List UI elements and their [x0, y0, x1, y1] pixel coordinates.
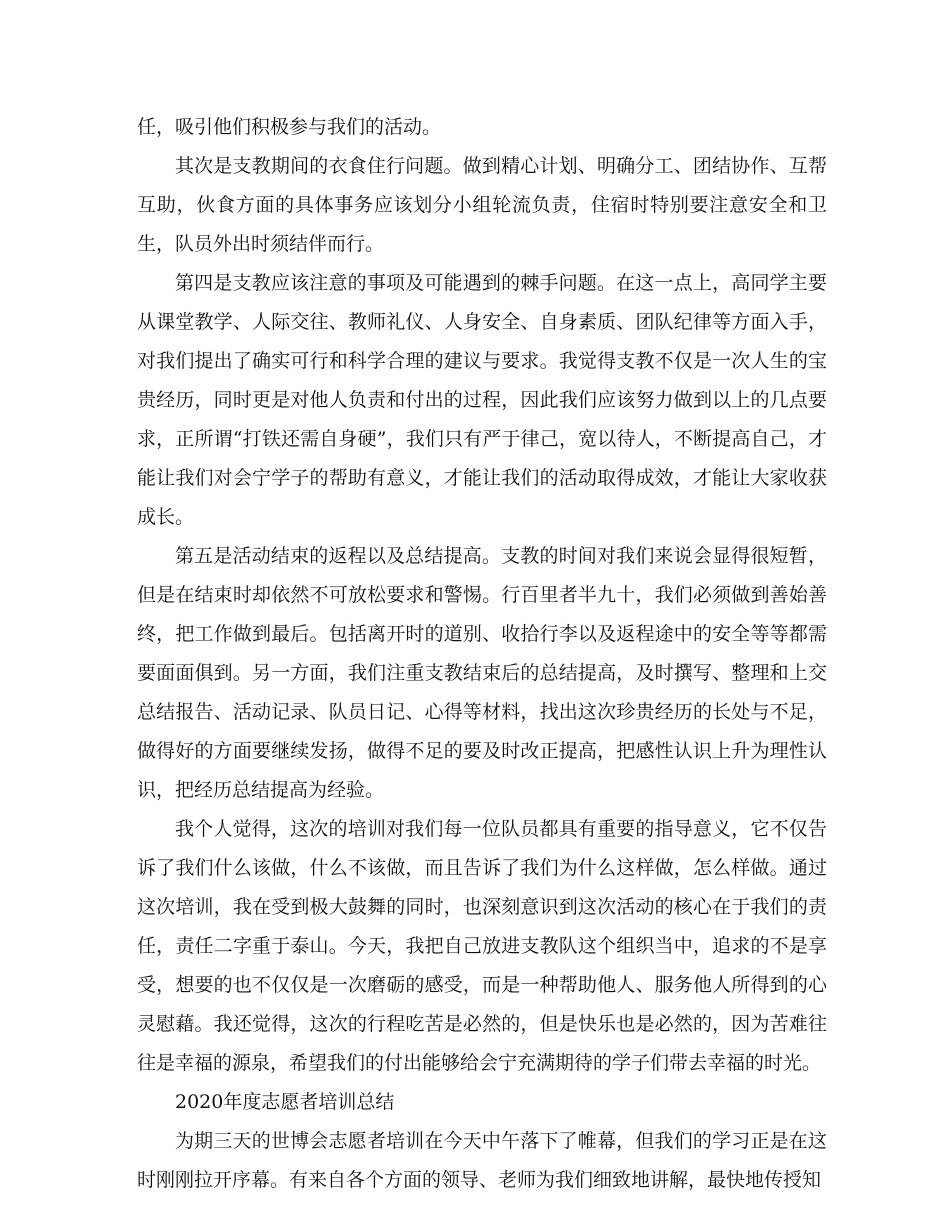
- paragraph-personal-reflection: 我个人觉得，这次的培训对我们每一位队员都具有重要的指导意义，它不仅告诉了我们什么该做，什么不该做，而且告诉了我们为什么这样做，怎么样做。通过这次培训，我在受到极大鼓舞的同时，也深刻意识到这次活动的核心在于我们的责任，责任二字重于泰山。今天，我把自己放进支教队这个组织当中，追求的不是享受，想要的也不仅仅是一次磨砺的感受，而是一种帮助他人、服务他人所得到的心灵慰藉。我还觉得，这次的行程吃苦是必然的，但是快乐也是必然的，因为苦难往往是幸福的源泉，希望我们的付出能够给会宁充满期待的学子们带去幸福的时光。: [137, 818, 827, 1074]
- document-body: [137, 108, 827, 1200]
- paragraph-precautions: 第四是支教应该注意的事项及可能遇到的棘手问题。在这一点上，高同学主要从课堂教学、人际交往、教师礼仪、人身安全、自身素质、团队纪律等方面入手，对我们提出了确实可行和科学合理的建议与要求。我觉得支教不仅是一次人生的宝贵经历，同时更是对他人负责和付出的过程，因此我们应该努力做到以上的几点要求，正所谓“打铁还需自身硬”，我们只有严于律己，宽以待人，不断提高自己，才能让我们对会宁学子的帮助有意义，才能让我们的活动取得成效，才能让大家收获成长。: [137, 272, 827, 528]
- paragraph-return-summary: 第五是活动结束的返程以及总结提高。支教的时间对我们来说会显得很短暂，但是在结束时却依然不可放松要求和警惕。行百里者半九十，我们必须做到善始善终，把工作做到最后。包括离开时的道别、收拾行李以及返程途中的安全等等都需要面面俱到。另一方面，我们注重支教结束后的总结提高，及时撰写、整理和上交总结报告、活动记录、队员日记、心得等材料，找出这次珍贵经历的长处与不足，做得好的方面要继续发扬，做得不足的要及时改正提高，把感性认识上升为理性认识，把经历总结提高为经验。: [137, 545, 827, 801]
- section-heading: 2020年度志愿者培训总结: [175, 1091, 395, 1113]
- paragraph-continuation: 任，吸引他们积极参与我们的活动。: [137, 116, 442, 138]
- paragraph-expo-training: 为期三天的世博会志愿者培训在今天中午落下了帷幕，但我们的学习正是在这时刚刚拉开序幕。有来自各个方面的领导、老师为我们细致地讲解，最快地传授知: [137, 1130, 827, 1191]
- paragraph-living-arrangements: 其次是支教期间的衣食住行问题。做到精心计划、明确分工、团结协作、互帮互助，伙食方面的具体事务应该划分小组轮流负责，住宿时特别要注意安全和卫生，队员外出时须结伴而行。: [137, 155, 827, 255]
